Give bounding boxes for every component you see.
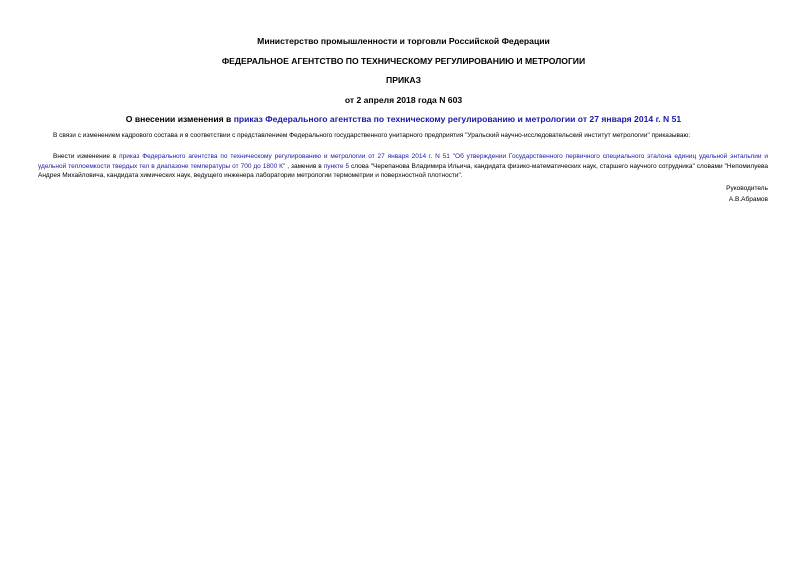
paragraph-order-block: [38, 152, 768, 181]
order-text-middle: , заменив в: [285, 162, 324, 170]
signature-name: А.В.Абрамов: [728, 196, 768, 203]
document-date-number: от 2 апреля 2018 года N 603: [344, 95, 463, 105]
paragraph-intro-block: [38, 131, 768, 141]
order-text-end: слова "Черепанова Владимира Ильича, кандидата физико-математических наук, старшего научного сотрудника" словами "Непомилуева Андрея Михайловича, кандидата химических наук, ведущего инженера лаборатории метрологии термометрии и поверхностной плотности".: [38, 162, 769, 180]
document-type: ПРИКАЗ: [386, 75, 421, 85]
paragraph-intro: В связи с изменением кадрового состава и в соответствии с представлением Федерального государственного унитарного предприятия "Уральский научно-исследовательский институт метрологии" приказываю:: [53, 132, 691, 139]
title-order-link[interactable]: приказ Федерального агентства по техническому регулированию и метрологии от 27 января 2014 г. N 51: [233, 114, 682, 124]
order-text-start: Внести изменение в: [53, 153, 120, 160]
clause-5-link[interactable]: пункте 5: [323, 162, 350, 170]
document-title: [0, 114, 807, 124]
title-prefix: О внесении изменения в: [125, 114, 234, 124]
ministry-heading: Министерство промышленности и торговли Российской Федерации: [257, 36, 550, 46]
agency-heading: ФЕДЕРАЛЬНОЕ АГЕНТСТВО ПО ТЕХНИЧЕСКОМУ РЕГУЛИРОВАНИЮ И МЕТРОЛОГИИ: [221, 56, 586, 66]
signature-title: Руководитель: [726, 185, 768, 192]
paragraph-order: [38, 152, 768, 181]
order-reference-link[interactable]: приказ Федерального агентства по техническому регулированию и метрологии от 27 января 2014 г. N 51 "Об утверждении Государственного первичного специального эталона единиц удельной энтальпии и удельной теплоемкости твердых тел в диапазоне температуры от 700 до 1800 К": [38, 153, 768, 170]
